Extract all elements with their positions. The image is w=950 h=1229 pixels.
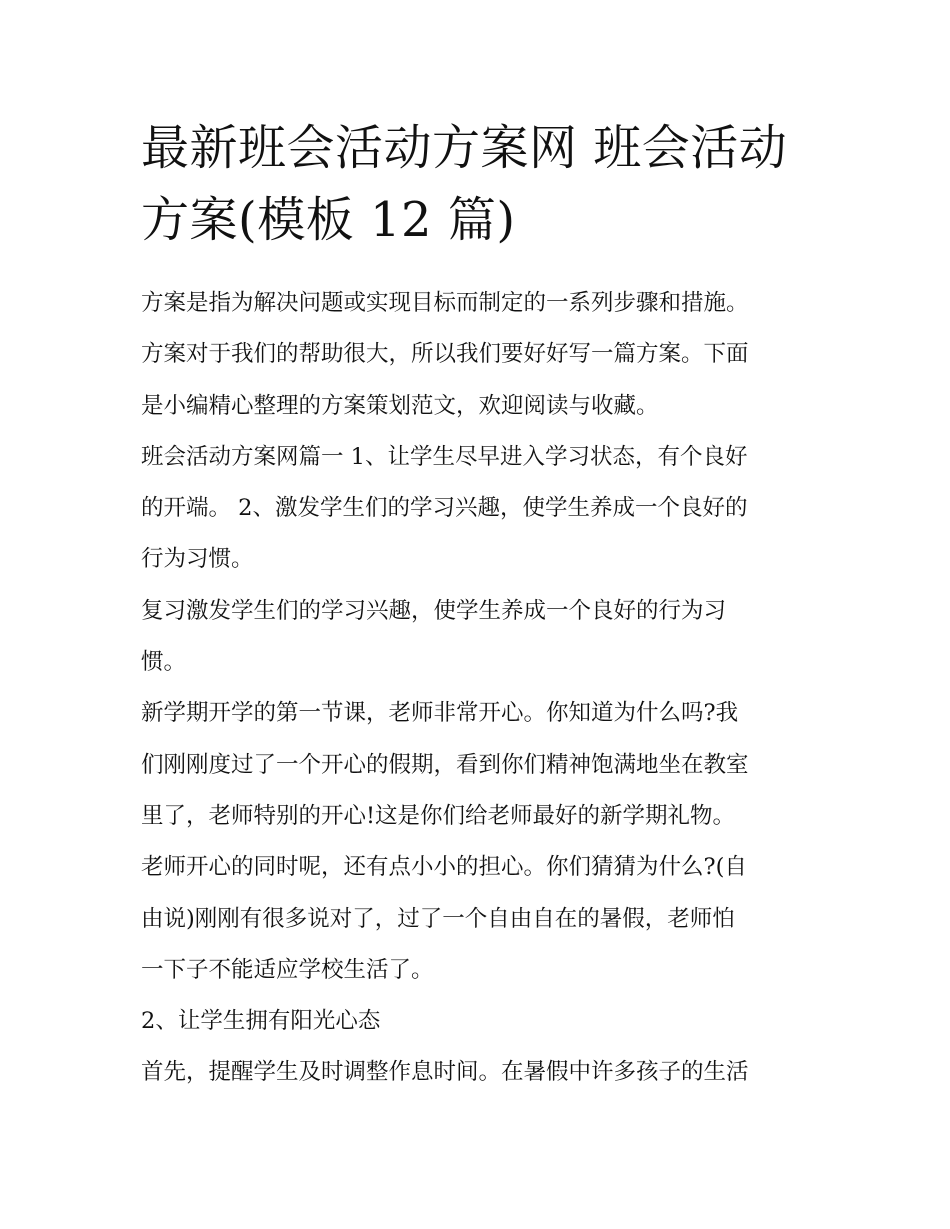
paragraph-intro bbox=[141, 278, 813, 432]
title-line: 最新班会活动方案网 班会活动 bbox=[141, 120, 788, 176]
text-line: 惯。 bbox=[141, 649, 187, 676]
document-title bbox=[141, 112, 813, 256]
paragraph-concern bbox=[141, 842, 813, 996]
paragraph-section-two bbox=[141, 996, 813, 1047]
paragraph-plan-one bbox=[141, 432, 813, 586]
text-line: 们刚刚度过了一个开心的假期，看到你们精神饱满地坐在教室 bbox=[141, 751, 749, 778]
text-line: 由说)刚刚有很多说对了，过了一个自由自在的暑假，老师怕 bbox=[141, 905, 735, 932]
title-line: 方案(模板 12 篇) bbox=[141, 192, 516, 248]
document-content bbox=[141, 112, 813, 1099]
paragraph-first-step bbox=[141, 1047, 813, 1098]
text-line: 行为习惯。 bbox=[141, 546, 254, 573]
text-line: 是小编精心整理的方案策划范文，欢迎阅读与收藏。 bbox=[141, 392, 659, 419]
text-line: 方案是指为解决问题或实现目标而制定的一系列步骤和措施。 bbox=[141, 290, 749, 316]
text-line: 新学期开学的第一节课，老师非常开心。你知道为什么吗?我 bbox=[141, 700, 739, 727]
paragraph-review bbox=[141, 586, 813, 689]
text-line: 方案对于我们的帮助很大，所以我们要好好写一篇方案。下面 bbox=[141, 341, 749, 368]
text-line: 一下子不能适应学校生活了。 bbox=[141, 956, 434, 983]
text-line: 的开端。 2、激发学生们的学习兴趣，使学生养成一个良好的 bbox=[141, 495, 748, 522]
document-body bbox=[141, 278, 813, 1099]
text-line: 老师开心的同时呢，还有点小小的担心。你们猜猜为什么?(自 bbox=[141, 854, 747, 881]
text-line: 2、让学生拥有阳光心态 bbox=[141, 1008, 381, 1035]
text-line: 首先，提醒学生及时调整作息时间。在暑假中许多孩子的生活 bbox=[141, 1059, 749, 1086]
text-line: 复习激发学生们的学习兴趣，使学生养成一个良好的行为习 bbox=[141, 597, 727, 624]
text-line: 里了，老师特别的开心!这是你们给老师最好的新学期礼物。 bbox=[141, 802, 736, 829]
paragraph-first-class bbox=[141, 688, 813, 842]
text-line: 班会活动方案网篇一 1、让学生尽早进入学习状态，有个良好 bbox=[141, 443, 748, 470]
